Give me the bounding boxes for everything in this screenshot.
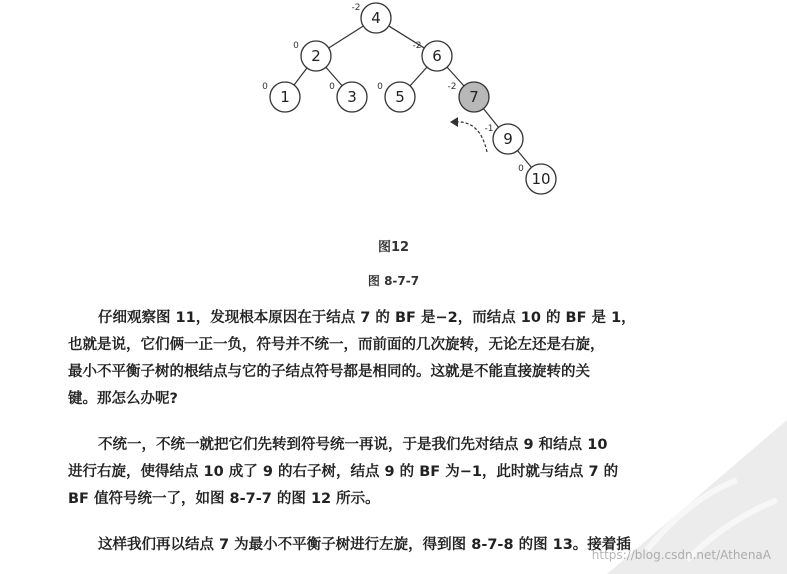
tree-node-10 [518, 164, 556, 194]
text-line: BF 值符号统一了，如图 8-7-7 的图 12 所示。 [68, 491, 380, 507]
figure-name: 图12 [377, 240, 410, 255]
tree-node-9 [485, 124, 523, 154]
text-line: 仔细观察图 11，发现根本原因在于结点 7 的 BF 是−2，而结点 10 的 BF 是 1， [98, 310, 636, 326]
balance-factor-label: 0 [262, 82, 268, 92]
node-label: 6 [432, 47, 442, 65]
figure-number: 图 8-7-7 [367, 274, 420, 288]
node-label: 7 [469, 88, 479, 106]
node-label: 5 [395, 88, 405, 106]
node-label: 10 [531, 170, 551, 188]
tree-node-7 [448, 82, 489, 112]
rotation-arrow [455, 122, 487, 152]
tree-edge [329, 26, 364, 48]
balance-factor-label: -2 [412, 41, 422, 51]
tree-node-1 [262, 82, 300, 112]
balance-factor-label: 0 [329, 82, 335, 92]
tree-node-4 [352, 3, 391, 33]
text-line: 也就是说，它们俩一正一负，符号并不统一，而前面的几次旋转，无论左还是右旋， [68, 337, 605, 353]
text-line: 进行右旋，使得结点 10 成了 9 的右子树，结点 9 的 BF 为−1，此时就与结点 7 的 [68, 464, 619, 480]
balance-factor-label: 0 [518, 164, 524, 174]
tree-edge [410, 67, 427, 86]
watermark-graphic [567, 360, 787, 574]
tree-node-5 [377, 82, 415, 112]
tree-node-6 [413, 41, 452, 71]
node-label: 1 [280, 88, 290, 106]
text-line: 这样我们再以结点 7 为最小不平衡子树进行左旋，得到图 8-7-8 的图 13。接着插 [98, 537, 631, 553]
node-label: 9 [503, 130, 513, 148]
balance-factor-label: -2 [447, 82, 457, 92]
watermark-url: https://blog.csdn.net/AthenaA [591, 548, 771, 562]
tree-node-2 [293, 41, 331, 71]
node-label: 2 [311, 47, 321, 65]
avl-tree-figure [0, 0, 787, 215]
balance-factor-label: -1 [484, 124, 494, 134]
text-line: 最小不平衡子树的根结点与它的子结点符号都是相同的。这就是不能直接旋转的关 [68, 364, 590, 380]
text-line: 不统一，不统一就把它们先转到符号统一再说，于是我们先对结点 9 和结点 10 [98, 437, 608, 453]
node-label: 3 [347, 88, 357, 106]
balance-factor-label: -2 [351, 3, 361, 13]
node-label: 4 [371, 9, 381, 27]
balance-factor-label: 0 [293, 41, 299, 51]
text-line: 键。那怎么办呢? [68, 391, 178, 407]
rotation-arrow-head [450, 117, 458, 127]
tree-node-3 [329, 82, 367, 112]
balance-factor-label: 0 [377, 82, 383, 92]
tree-edge [294, 68, 307, 85]
